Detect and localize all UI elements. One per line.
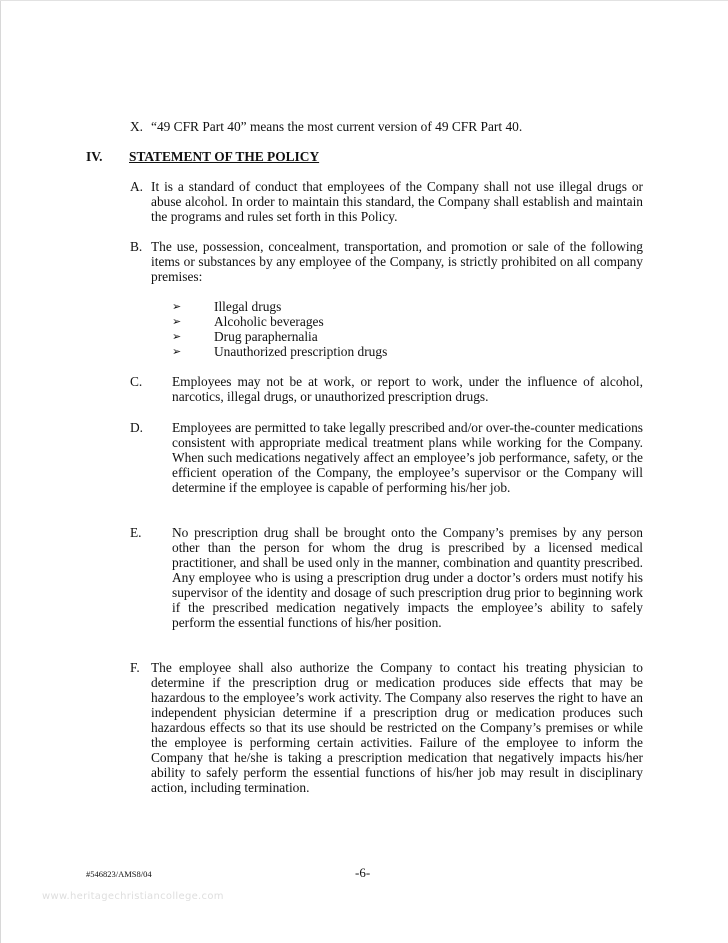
paragraph-c-text: Employees may not be at work, or report to work, under the influence of alcohol, narcotics, illegal drugs, or unauthorized prescription drugs. xyxy=(172,374,643,404)
paragraph-e-text: No prescription drug shall be brought onto the Company’s premises by any person other than the person for whom the drug is prescribed by a licensed medical practitioner, and shall be used only in the manner, combination and quantity prescribed. Any employee who is using a prescription drug under a doctor’s orders must notify his supervisor of the identity and dosage of such prescription drug prior to beginning work if the prescribed medication negatively impacts the employee’s ability to safely perform the essential functions of his/her position. xyxy=(172,525,643,630)
paragraph-a-marker: A. xyxy=(130,179,144,194)
paragraph-b-text: The use, possession, concealment, transportation, and promotion or sale of the following items or substances by any employee of the Company, is strictly prohibited on all company premises: xyxy=(151,239,643,284)
arrow-bullet-icon: ➢ xyxy=(172,315,182,328)
item-x-marker: X. xyxy=(130,119,144,134)
arrow-bullet-icon: ➢ xyxy=(172,300,182,313)
arrow-bullet-icon: ➢ xyxy=(172,330,182,343)
bullet-item-text: Illegal drugs xyxy=(214,299,282,314)
paragraph-a-text: It is a standard of conduct that employees of the Company shall not use illegal drugs or abuse alcohol. In order to maintain this standard, the Company shall establish and maintain the programs and rules set forth in this Policy. xyxy=(151,179,643,224)
section-title: STATEMENT OF THE POLICY xyxy=(129,149,320,164)
item-x-text: “49 CFR Part 40” means the most current version of 49 CFR Part 40. xyxy=(151,119,523,134)
paragraph-b-marker: B. xyxy=(130,239,143,254)
paragraph-c-marker: C. xyxy=(130,374,143,389)
paragraph-f-marker: F. xyxy=(130,660,140,675)
bullet-item-text: Drug paraphernalia xyxy=(214,329,318,344)
paragraph-d-marker: D. xyxy=(130,420,144,435)
bullet-item-text: Unauthorized prescription drugs xyxy=(214,344,388,359)
page-number: -6- xyxy=(355,865,371,880)
document-id: #546823/AMS8/04 xyxy=(86,869,152,879)
page-edge-top xyxy=(0,0,728,1)
arrow-bullet-icon: ➢ xyxy=(172,345,182,358)
paragraph-f-text: The employee shall also authorize the Company to contact his treating physician to determine if the prescription drug or medication produces side effects that may be hazardous to the employee’s work activity. The Company also reserves the right to have an independent physician determine if a prescription drug or medication produces such hazardous effects so that its use should be restricted on the Company’s premises or while the employee is performing certain activities. Failure of the employee to inform the Company that he/she is taking a prescription medication that negatively impacts his/her ability to safely perform the essential functions of his/her job may result in disciplinary action, including termination. xyxy=(151,660,643,795)
paragraph-d-text: Employees are permitted to take legally prescribed and/or over-the-counter medications consistent with appropriate medical treatment plans while working for the Company. When such medications negatively affect an employee’s job performance, safety, or the efficient operation of the Company, the employee’s supervisor or the Company will determine if the employee is capable of performing his/her job. xyxy=(172,420,643,495)
section-number: IV. xyxy=(86,149,103,164)
page-edge-left xyxy=(0,0,1,943)
bullet-item-text: Alcoholic beverages xyxy=(214,314,324,329)
paragraph-e-marker: E. xyxy=(130,525,142,540)
watermark-text: www.heritagechristiancollege.com xyxy=(42,891,224,902)
